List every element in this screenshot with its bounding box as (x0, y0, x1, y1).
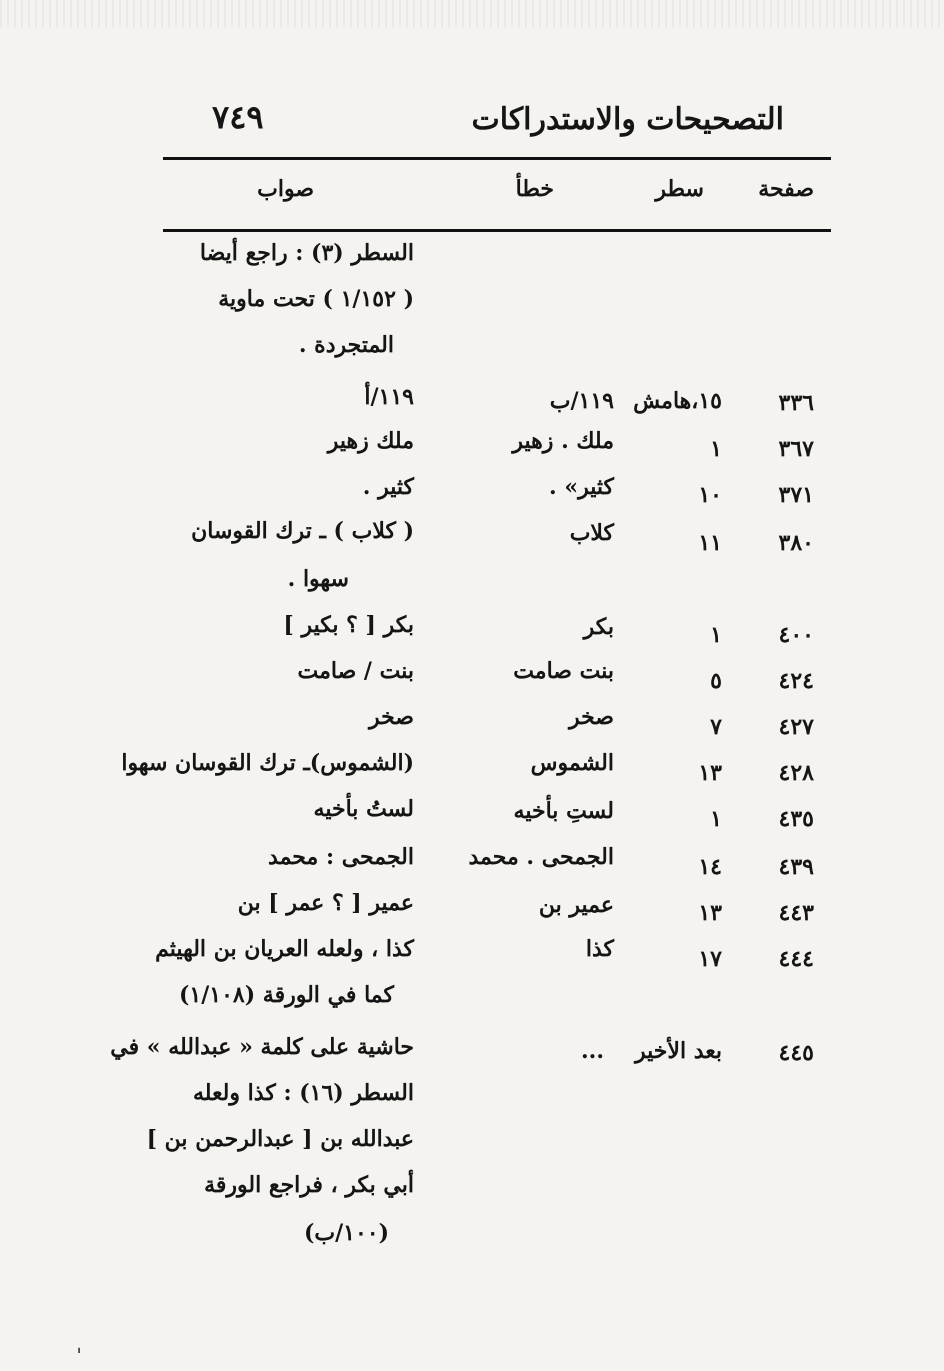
wrong-cell: الجمحى . محمد (468, 844, 614, 870)
line-cell: ١ (710, 806, 722, 832)
right-cell: (الشموس)ـ ترك القوسان سهوا (121, 750, 414, 776)
line-cell: ١ (710, 436, 722, 462)
page-cell: ٤٤٤ (778, 946, 814, 972)
page-number: ٧٤٩ (212, 98, 264, 136)
column-header-right: صواب (257, 176, 314, 202)
wrong-cell: كلاب (569, 520, 614, 546)
right-cell: بكر [ ؟ بكير ] (283, 612, 414, 638)
page-cell: ٣٦٧ (778, 436, 814, 462)
right-cell: (١٠٠/ب) (303, 1220, 389, 1246)
right-cell: كما في الورقة (١/١٠٨) (179, 982, 394, 1008)
page-cell: ٣٨٠ (778, 530, 814, 556)
right-cell: ١١٩/أ (364, 384, 414, 410)
page-cell: ٤٠٠ (778, 622, 814, 648)
page-cell: ٤٤٥ (778, 1040, 814, 1066)
right-cell: المتجردة . (298, 332, 394, 358)
line-cell: ١٠ (698, 482, 722, 508)
right-cell: حاشية على كلمة « عبدالله » في (110, 1034, 414, 1060)
page-cell: ٤٢٤ (778, 668, 814, 694)
page-cell: ٤٣٩ (778, 854, 814, 880)
page-cell: ٤٢٧ (778, 714, 814, 740)
wrong-cell: عمير بن (538, 892, 614, 918)
wrong-cell: بنت صامت (513, 658, 614, 684)
wrong-cell: ملك . زهير (512, 428, 614, 454)
wrong-cell: كثير» . (549, 474, 614, 500)
page-cell: ٣٣٦ (778, 390, 814, 416)
header-rule (163, 229, 831, 232)
right-cell: ( كلاب ) ـ ترك القوسان (191, 518, 414, 544)
right-cell: صخر (368, 704, 414, 730)
wrong-cell: لستِ بأخيه (513, 798, 614, 824)
wrong-cell: بكر (583, 614, 614, 640)
page-cell: ٣٧١ (778, 482, 814, 508)
wrong-cell: الشموس (530, 750, 614, 776)
line-cell: ١٧ (698, 946, 722, 972)
right-cell: السطر (١٦) : كذا ولعله (192, 1080, 414, 1106)
page-cell: ٤٤٣ (778, 900, 814, 926)
right-cell: كذا ، ولعله العريان بن الهيثم (155, 936, 414, 962)
wrong-cell: ... (581, 1038, 604, 1064)
line-cell: ١٣ (698, 900, 722, 926)
right-cell: ملك زهير (327, 428, 414, 454)
scan-noise (0, 0, 944, 28)
page-cell: ٤٢٨ (778, 760, 814, 786)
line-cell: ١٥،هامش (633, 388, 722, 414)
line-cell: ١١ (698, 530, 722, 556)
column-header-page: صفحة (758, 176, 814, 202)
right-cell: لستُ بأخيه (313, 796, 414, 822)
right-cell: عبدالله بن [ عبدالرحمن بن ] (146, 1126, 414, 1152)
right-cell: السطر (٣) : راجع أيضا (199, 240, 414, 266)
right-cell: الجمحى : محمد (268, 844, 414, 870)
column-header-wrong: خطأ (515, 176, 554, 202)
column-header-line: سطر (655, 176, 704, 202)
wrong-cell: صخر (568, 704, 614, 730)
line-cell: ١٤ (698, 854, 722, 880)
page-cell: ٤٣٥ (778, 806, 814, 832)
line-cell: ٧ (710, 714, 722, 740)
scan-mark: ˈ (76, 1346, 83, 1371)
right-cell: أبي بكر ، فراجع الورقة (204, 1172, 414, 1198)
line-cell: بعد الأخير (635, 1038, 722, 1064)
right-cell: عمير [ ؟ عمر ] بن (237, 890, 414, 916)
wrong-cell: كذا (585, 936, 614, 962)
right-cell: كثير . (362, 474, 414, 500)
right-cell: ( ١/١٥٢ ) تحت ماوية (218, 286, 414, 312)
line-cell: ١٣ (698, 760, 722, 786)
wrong-cell: ١١٩/ب (549, 388, 614, 414)
right-cell: بنت / صامت (297, 658, 414, 684)
line-cell: ٥ (710, 668, 722, 694)
line-cell: ١ (710, 622, 722, 648)
running-title: التصحيحات والاستدراكات (471, 102, 784, 137)
top-rule (163, 157, 831, 160)
right-cell: سهوا . (287, 566, 349, 592)
